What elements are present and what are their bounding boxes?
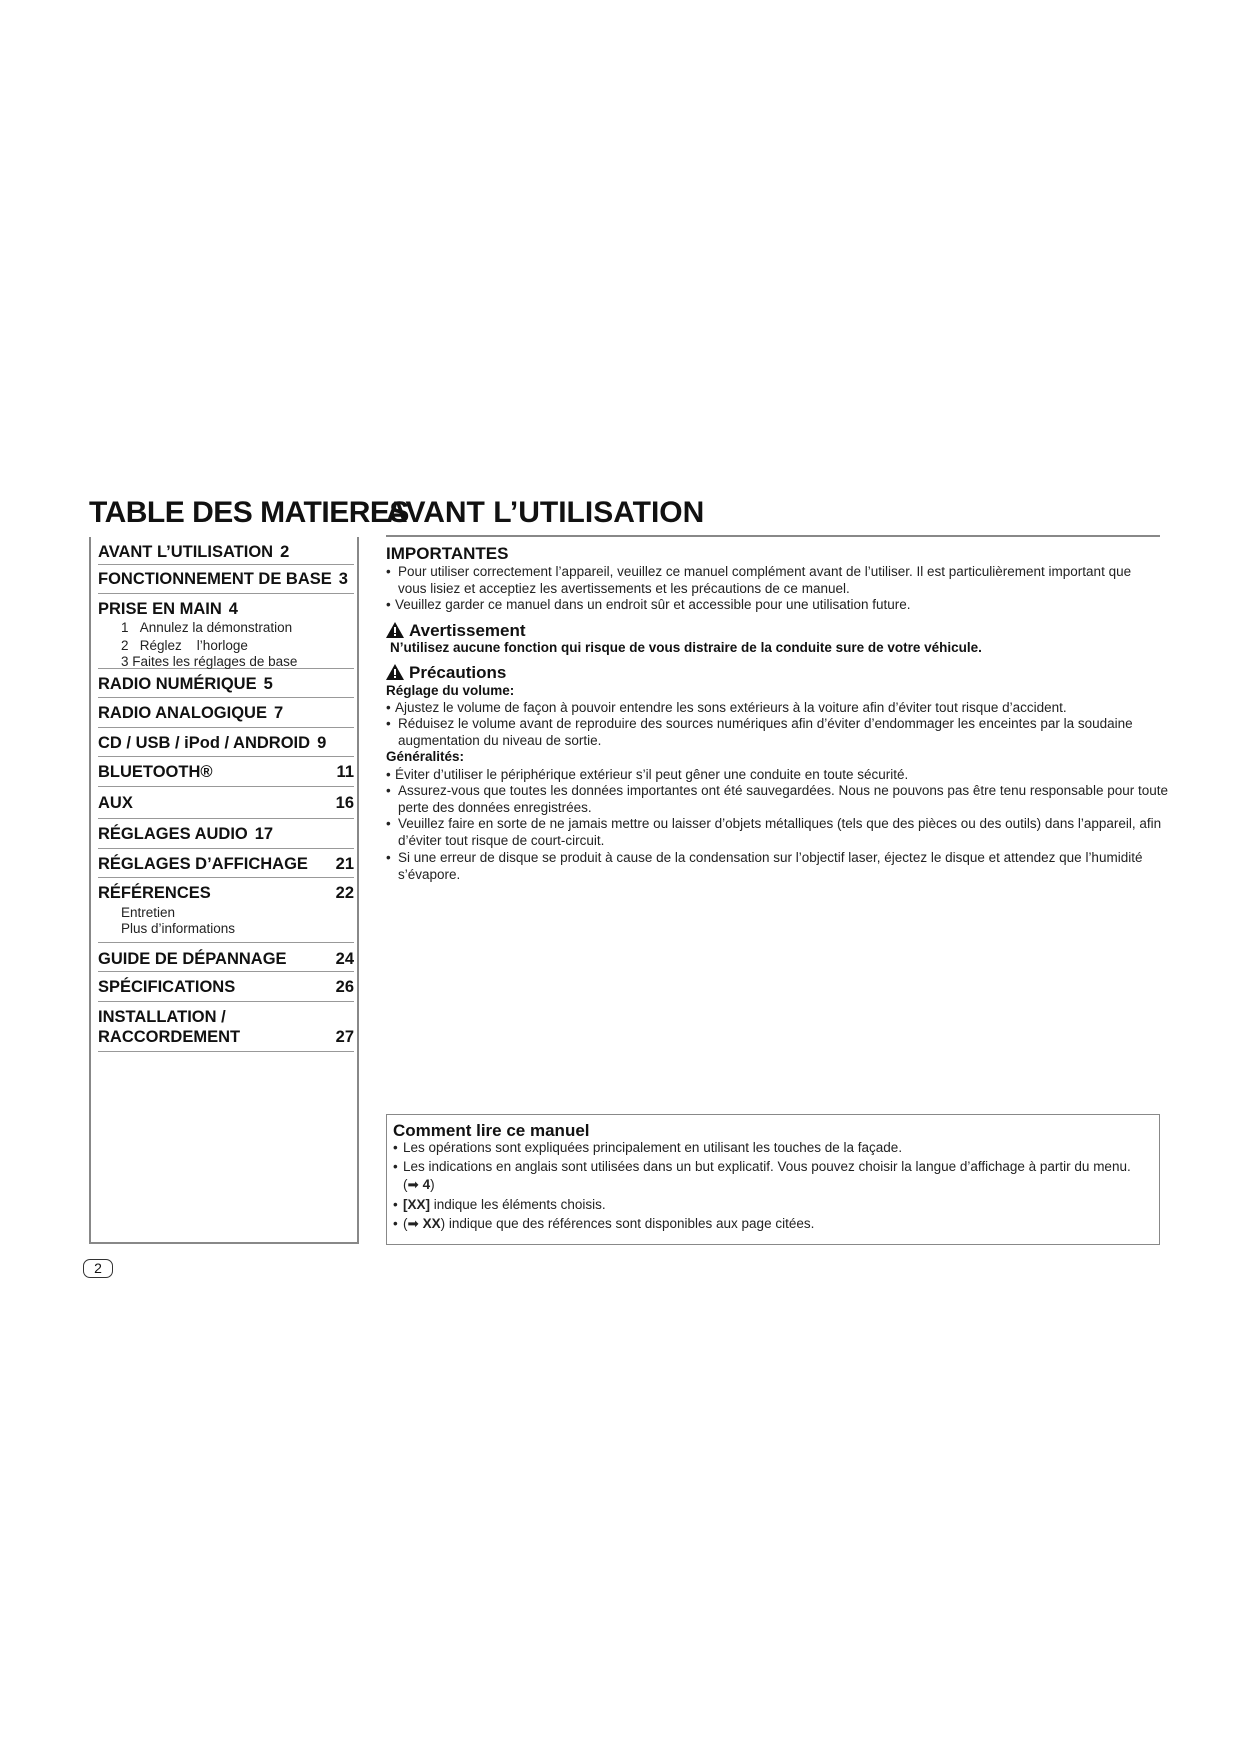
toc-entry[interactable]: [98, 849, 354, 878]
toc-entry-page: 2: [280, 543, 290, 561]
bullet-dot: •: [393, 1159, 398, 1174]
toc-entry-page: 11: [336, 763, 354, 781]
toc-entry-label: RÉGLAGES AUDIO 17: [98, 825, 274, 843]
toc-entry-page: 21: [335, 855, 354, 873]
toc-entry[interactable]: [98, 972, 354, 1002]
paragraph-line: vous lisiez et acceptiez les avertissements et les précautions de ce manuel.: [398, 581, 850, 596]
paragraph-line: Éviter d’utiliser le périphérique extérieur s’il peut gêner une conduite en toute sécurité.: [395, 767, 909, 782]
paragraph-line: (➡ XX) indique que des références sont disponibles aux page citées.: [403, 1216, 815, 1231]
arrow-right-icon: ➡: [407, 1177, 419, 1192]
subsection-label: Réglage du volume:: [386, 683, 515, 698]
how-to-read-heading: Comment lire ce manuel: [393, 1121, 590, 1140]
toc-entry-page: 16: [335, 794, 354, 812]
toc-entry-page: 26: [335, 978, 354, 996]
bullet-dot: •: [386, 597, 391, 612]
toc-entry-label: PRISE EN MAIN 4: [98, 600, 238, 618]
toc-subitem[interactable]: Plus d’informations: [121, 921, 236, 936]
paragraph-line: Assurez-vous que toutes les données importantes ont été sauvegardées. Nous ne pouvons pas être tenu responsable pour toute: [398, 783, 1168, 798]
section-heading-precautions: Précautions: [386, 663, 506, 683]
toc-entry-label: RÉGLAGES D’AFFICHAGE: [98, 855, 308, 873]
toc-entry-label: RADIO NUMÉRIQUE 5: [98, 675, 273, 693]
how-to-read-panel: [386, 1114, 1160, 1245]
paragraph-line: Pour utiliser correctement l’appareil, veuillez ce manuel complément avant de l’utiliser. Il est particulièrement important que: [398, 564, 1132, 579]
toc-entry[interactable]: [98, 757, 354, 787]
page-reference: (➡ 4): [403, 1177, 435, 1192]
page-number: 2: [83, 1259, 113, 1278]
section-heading-avertissement: Avertissement: [386, 621, 526, 641]
toc-entry[interactable]: [98, 943, 354, 972]
paragraph-line: s’évapore.: [398, 867, 461, 882]
toc-entry[interactable]: [98, 819, 354, 849]
toc-entry-page: 24: [335, 950, 354, 968]
toc-entry-page: 5: [263, 675, 273, 693]
toc-title: TABLE DES MATIERES: [89, 496, 409, 529]
section-heading-importantes: IMPORTANTES: [386, 544, 509, 563]
code-placeholder: [XX]: [403, 1197, 430, 1212]
subsection-label: Généralités:: [386, 749, 465, 764]
toc-entry[interactable]: [98, 565, 354, 594]
toc-subitem[interactable]: 3 Faites les réglages de base: [121, 654, 298, 669]
paragraph-line: [XX] indique les éléments choisis.: [403, 1197, 606, 1212]
paragraph-line: perte des données enregistrées.: [398, 800, 592, 815]
paragraph-line: Les indications en anglais sont utilisées dans un but explicatif. Vous pouvez choisir la langue d’affichage à partir du menu.: [403, 1159, 1131, 1174]
bullet-dot: •: [393, 1140, 398, 1155]
toc-panel: [89, 537, 359, 1244]
toc-entry-page: 22: [335, 884, 354, 902]
bullet-dot: •: [386, 716, 391, 731]
toc-entry-label: GUIDE DE DÉPANNAGE: [98, 950, 287, 968]
toc-entry-label: SPÉCIFICATIONS: [98, 978, 236, 996]
bullet-dot: •: [393, 1216, 398, 1231]
warning-icon: [386, 622, 404, 638]
warning-icon: [386, 664, 404, 680]
paragraph-line: Réduisez le volume avant de reproduire des sources numériques afin d’éviter d’endommager les enceintes par la soudaine: [398, 716, 1133, 731]
bullet-dot: •: [386, 783, 391, 798]
toc-entry[interactable]: [98, 537, 354, 565]
toc-entry-page: 7: [273, 704, 284, 722]
toc-subitem[interactable]: Entretien: [121, 905, 176, 920]
toc-entry-page: 3: [338, 570, 348, 588]
toc-entry-label: BLUETOOTH®: [98, 763, 213, 781]
bullet-dot: •: [386, 564, 391, 579]
toc-entry-label: AUX: [98, 794, 133, 812]
paragraph-line: Si une erreur de disque se produit à cause de la condensation sur l’objectif laser, éjectez le disque et attendez que l’humidité: [398, 850, 1143, 865]
toc-entry-label: INSTALLATION /: [98, 1008, 226, 1026]
toc-entry-label: RACCORDEMENT: [98, 1028, 241, 1046]
bullet-dot: •: [386, 767, 391, 782]
paragraph-line: Les opérations sont expliquées principalement en utilisant les touches de la façade.: [403, 1140, 903, 1155]
bullet-dot: •: [386, 700, 391, 715]
bullet-dot: •: [386, 816, 391, 831]
toc-entry-label: RÉFÉRENCES: [98, 884, 211, 902]
toc-entry[interactable]: [98, 728, 354, 757]
toc-entry-label: FONCTIONNEMENT DE BASE 3: [98, 570, 348, 588]
toc-entry-page: 4: [228, 600, 238, 618]
toc-entry-page: 17: [254, 825, 274, 843]
toc-entry[interactable]: [98, 1002, 354, 1052]
toc-entry-page: 27: [335, 1028, 354, 1046]
toc-subitem[interactable]: 2 Réglez l’horloge: [121, 638, 248, 653]
toc-entry[interactable]: [98, 594, 354, 669]
toc-entry[interactable]: [98, 698, 354, 728]
paragraph-line: augmentation du niveau de sortie.: [398, 733, 602, 748]
paragraph-line: Ajustez le volume de façon à pouvoir entendre les sons extérieurs à la voiture afin d’éviter tout risque d’accident.: [395, 700, 1067, 715]
title-divider: [386, 535, 1160, 537]
toc-entry-label: RADIO ANALOGIQUE 7: [98, 704, 284, 722]
paragraph-line: Veuillez faire en sorte de ne jamais mettre ou laisser d’objets métalliques (tels que des pièces ou des outils) dans l’appareil, afin: [398, 816, 1162, 831]
page-title: AVANT L’UTILISATION: [386, 496, 705, 529]
paragraph-line: d’éviter tout risque de court-circuit.: [398, 833, 605, 848]
paragraph-line: Veuillez garder ce manuel dans un endroit sûr et accessible pour une utilisation future.: [395, 597, 911, 612]
arrow-right-icon: ➡: [407, 1216, 419, 1231]
warning-text: N’utilisez aucune fonction qui risque de vous distraire de la conduite sure de votre véhicule.: [390, 640, 982, 655]
toc-entry-page: 9: [317, 734, 327, 752]
toc-entry[interactable]: [98, 787, 354, 819]
toc-entry[interactable]: [98, 878, 354, 943]
toc-subitem[interactable]: 1 Annulez la démonstration: [121, 620, 293, 635]
bullet-dot: •: [393, 1197, 398, 1212]
toc-entry[interactable]: [98, 669, 354, 698]
toc-entry-label: AVANT L’UTILISATION 2: [98, 543, 290, 561]
bullet-dot: •: [386, 850, 391, 865]
toc-entry-label: CD / USB / iPod / ANDROID 9: [98, 734, 327, 752]
